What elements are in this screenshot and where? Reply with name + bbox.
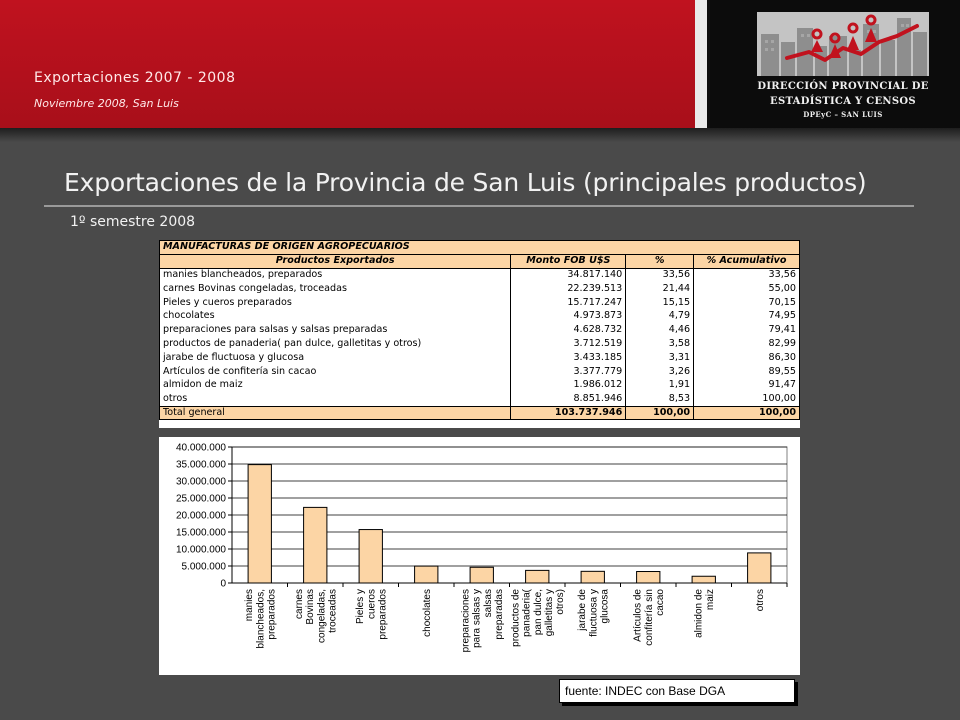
column-header-cumulative: % Acumulativo: [694, 254, 800, 268]
table-row: [160, 268, 800, 282]
table-row: [160, 378, 800, 392]
column-header-products: Productos Exportados: [160, 254, 511, 268]
table-row: [160, 351, 800, 365]
table-cell: 8.851.946: [511, 392, 626, 406]
table-cell: carnes Bovinas congeladas, troceadas: [160, 282, 511, 296]
table-cell: 21,44: [626, 282, 694, 296]
x-tick-label: manies: [244, 589, 256, 622]
x-tick-label: Bovinas: [305, 589, 317, 625]
chart-bar: [526, 570, 549, 583]
x-tick-label: blancheados,: [255, 589, 267, 649]
x-tick-label: preparados: [266, 589, 278, 640]
y-tick-label: 40.000.000: [175, 442, 226, 454]
y-tick-label: 30.000.000: [175, 476, 226, 488]
table-cell: chocolates: [160, 309, 511, 323]
table-cell: 70,15: [694, 296, 800, 310]
x-tick-label: chocolates: [421, 589, 433, 637]
table-header-row: [160, 254, 800, 268]
table-cell: 4,46: [626, 323, 694, 337]
table-cell: 3,26: [626, 365, 694, 379]
x-tick-label: otros: [754, 589, 766, 612]
source-note-text: fuente: INDEC con Base DGA: [565, 684, 726, 698]
table-cell: productos de panaderia( pan dulce, galletitas y otros): [160, 337, 511, 351]
x-tick-label: cueros: [366, 589, 378, 620]
x-tick-label: troceadas: [327, 589, 339, 633]
header-subtitle: Noviembre 2008, San Luis: [34, 97, 179, 110]
table-cell: 74,95: [694, 309, 800, 323]
x-tick-label: jarabe de: [577, 589, 589, 631]
x-tick-label: productos de: [510, 589, 522, 647]
table-cell: 3.712.519: [511, 337, 626, 351]
x-tick-label: panaderia(: [521, 589, 533, 637]
table-cell: almidon de maiz: [160, 378, 511, 392]
dpeyc-logo: [757, 12, 929, 76]
table-category: MANUFACTURAS DE ORIGEN AGROPECUARIOS: [160, 241, 800, 255]
table-cell: 15,15: [626, 296, 694, 310]
x-tick-label: cacao: [654, 589, 666, 616]
x-tick-label: preparados: [377, 589, 389, 640]
y-tick-label: 15.000.000: [175, 527, 226, 539]
table-cell: 91,47: [694, 378, 800, 392]
source-note: [559, 679, 795, 703]
table-row: [160, 309, 800, 323]
y-tick-label: 25.000.000: [175, 493, 226, 505]
chart-bar: [304, 507, 327, 583]
total-amount: 103.737.946: [511, 406, 626, 420]
table-cell: jarabe de fluctuosa y glucosa: [160, 351, 511, 365]
x-tick-label: almidon de: [693, 589, 705, 638]
logo-line-2: ESTADÍSTICA Y CENSOS: [770, 96, 916, 107]
table-cell: 33,56: [626, 268, 694, 282]
header-divider: [695, 0, 707, 128]
x-tick-label: confitería sin: [643, 589, 655, 646]
table-cell: manies blancheados, preparados: [160, 268, 511, 282]
x-tick-label: preparadas: [494, 589, 506, 640]
y-tick-label: 35.000.000: [175, 459, 226, 471]
table-cell: 8,53: [626, 392, 694, 406]
table-cell: 34.817.140: [511, 268, 626, 282]
chart-bar: [748, 553, 771, 583]
table-row: [160, 282, 800, 296]
table-row: [160, 365, 800, 379]
logo-text: [755, 79, 931, 120]
table-cell: otros: [160, 392, 511, 406]
x-tick-label: maiz: [704, 589, 716, 611]
table-cell: 33,56: [694, 268, 800, 282]
chart-bar: [692, 576, 715, 583]
header-shadow: [0, 128, 960, 142]
table-cell: 1,91: [626, 378, 694, 392]
x-tick-label: otros): [555, 589, 567, 615]
x-tick-label: pan dulce,: [532, 589, 544, 636]
x-tick-label: glucosa: [599, 589, 611, 624]
table-cell: 4,79: [626, 309, 694, 323]
period-label: 1º semestre 2008: [70, 214, 196, 230]
exports-bar-chart: [159, 437, 800, 675]
chart-bar: [470, 567, 493, 583]
logo-line-1: DIRECCIÓN PROVINCIAL DE: [757, 81, 929, 92]
x-tick-label: fluctuosa y: [588, 589, 600, 637]
y-tick-label: 5.000.000: [181, 561, 226, 573]
table-cell: 15.717.247: [511, 296, 626, 310]
chart-bar: [415, 566, 438, 583]
total-label: Total general: [160, 406, 511, 420]
logo-line-3: DPEyC – SAN LUIS: [803, 110, 883, 119]
chart-bar: [581, 571, 604, 583]
table-row: [160, 337, 800, 351]
table-cell: preparaciones para salsas y salsas preparadas: [160, 323, 511, 337]
table-cell: 100,00: [694, 392, 800, 406]
table-cell: 4.973.873: [511, 309, 626, 323]
page-title: Exportaciones de la Provincia de San Luis (principales productos): [64, 168, 867, 197]
table-total-row: [160, 406, 800, 420]
table-cell: 4.628.732: [511, 323, 626, 337]
x-tick-label: galletitas y: [543, 589, 555, 637]
x-tick-label: Pieles y: [355, 589, 367, 625]
table-cell: 79,41: [694, 323, 800, 337]
table-cell: 89,55: [694, 365, 800, 379]
total-cumulative: 100,00: [694, 406, 800, 420]
x-tick-label: salsas: [482, 589, 494, 618]
table-cell: 3,58: [626, 337, 694, 351]
table-row: [160, 323, 800, 337]
x-tick-label: Artículos de: [632, 589, 644, 642]
title-divider: [44, 205, 914, 207]
y-tick-label: 10.000.000: [175, 544, 226, 556]
y-tick-label: 20.000.000: [175, 510, 226, 522]
y-tick-label: 0: [220, 578, 226, 590]
x-tick-label: preparaciones: [460, 589, 472, 653]
x-tick-label: congeladas,: [316, 589, 328, 643]
table-cell: 3,31: [626, 351, 694, 365]
x-tick-label: para salsas y: [471, 589, 483, 648]
table-cell: 22.239.513: [511, 282, 626, 296]
column-header-amount: Monto FOB U$S: [511, 254, 626, 268]
x-tick-label: carnes: [293, 589, 305, 620]
chart-bar: [359, 530, 382, 583]
total-percent: 100,00: [626, 406, 694, 420]
table-cell: 3.433.185: [511, 351, 626, 365]
chart-bar: [637, 572, 660, 583]
table-cell: 3.377.779: [511, 365, 626, 379]
table-row: [160, 392, 800, 406]
column-header-percent: %: [626, 254, 694, 268]
table-cell: 82,99: [694, 337, 800, 351]
table-cell: 55,00: [694, 282, 800, 296]
city-skyline-icon: [757, 12, 929, 76]
chart-bar: [248, 465, 271, 583]
table-row: [160, 296, 800, 310]
header-title: Exportaciones 2007 - 2008: [34, 70, 236, 86]
exports-table: [159, 240, 800, 428]
table-cell: 1.986.012: [511, 378, 626, 392]
table-cell: Artículos de confitería sin cacao: [160, 365, 511, 379]
table-cell: Pieles y cueros preparados: [160, 296, 511, 310]
chart-svg: [159, 437, 800, 675]
table-cell: 86,30: [694, 351, 800, 365]
